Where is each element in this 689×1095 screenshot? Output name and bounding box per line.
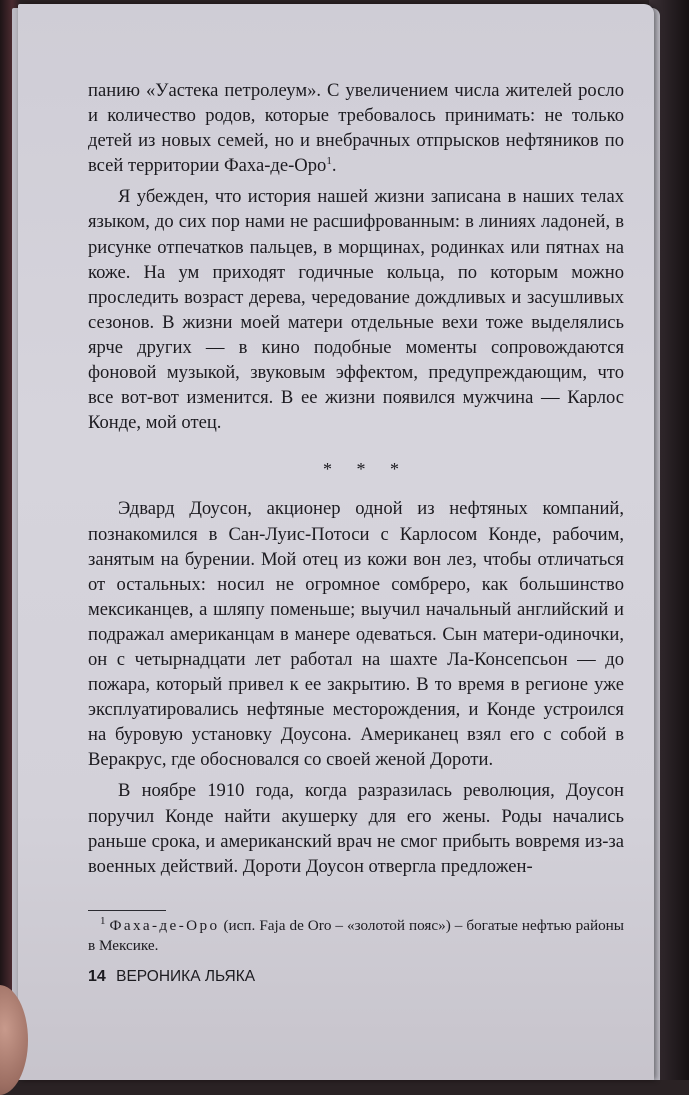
page-number: 14 — [88, 968, 106, 985]
paragraph-text: панию «Уастека петролеум». С увеличением числа жителей росло и количество родов, которые требовалось принимать: не только детей из новых семей, но и внебрачных отпрысков нефтяников по всей территории Фаха-де-Оро — [88, 80, 624, 177]
footnote-text: (исп. Faja de Oro – «золотой пояс») – богатые нефтью районы в Мексике. — [88, 917, 625, 954]
footnote-reference[interactable]: 1 — [326, 155, 332, 168]
footnote — [88, 916, 624, 956]
paragraph: Эдвард Доусон, акционер одной из нефтяных компаний, познакомился в Сан-Луис-Потоси с Карлосом Конде, рабочим, занятым на бурении. Мой отец из кожи вон лез, чтобы отличаться от остальных: носил не огромное сомбреро, как большинство мексиканцев, а шляпу поменьше; выучил начальный английский и подражал американцам в манере одеваться. Сын матери-одиночки, он с четырнадцати лет работал на шахте Ла-Консепсьон — до пожара, который привел к ее закрытию. В то время в регионе уже эксплуатировались нефтяные месторождения, и Конде устроился на буровую установку Доусона. Американец взял его с собой в Веракрус, где обосновался со своей женой Дороти. — [88, 498, 624, 771]
running-footer — [88, 968, 255, 986]
footnote-marker: 1 — [100, 914, 106, 927]
footnote-divider — [88, 910, 166, 911]
author-name: ВЕРОНИКА ЛЬЯКА — [116, 968, 256, 985]
page-body — [88, 78, 624, 879]
section-separator: * * * — [323, 459, 409, 480]
paragraph: В ноябре 1910 года, когда разразилась революция, Доусон поручил Конде найти акушерку для его жены. Роды начались раньше срока, и американский врач не смог прибыть вовремя из-за военных действий. Дороти Доусон отвергла предложен- — [88, 780, 624, 877]
footnote-term: Фаха-де-Оро — [109, 917, 220, 934]
paragraph: Я убежден, что история нашей жизни записана в наших телах языком, до сих пор нами не расшифрованным: в линиях ладоней, в рисунке отпечатков пальцев, в морщинах, родинках или пятнах на коже. На ум приходят годичные кольца, по которым можно проследить возраст дерева, чередование дождливых и засушливых сезонов. В жизни моей матери отдельные вехи тоже выделялись ярче других — в кино подобные моменты сопровождаются фоновой музыкой, звуковым эффектом, предупреждающим, что все вот-вот изменится. В ее жизни появился мужчина — Карлос Конде, мой отец. — [88, 186, 624, 434]
paragraph: панию «Уастека петролеум». С увеличением числа жителей росло и количество родов, которые требовалось принимать: не только детей из новых семей, но и внебрачных отпрысков нефтяников по всей территории Фаха-де-Оро$^1$. — [88, 80, 624, 177]
